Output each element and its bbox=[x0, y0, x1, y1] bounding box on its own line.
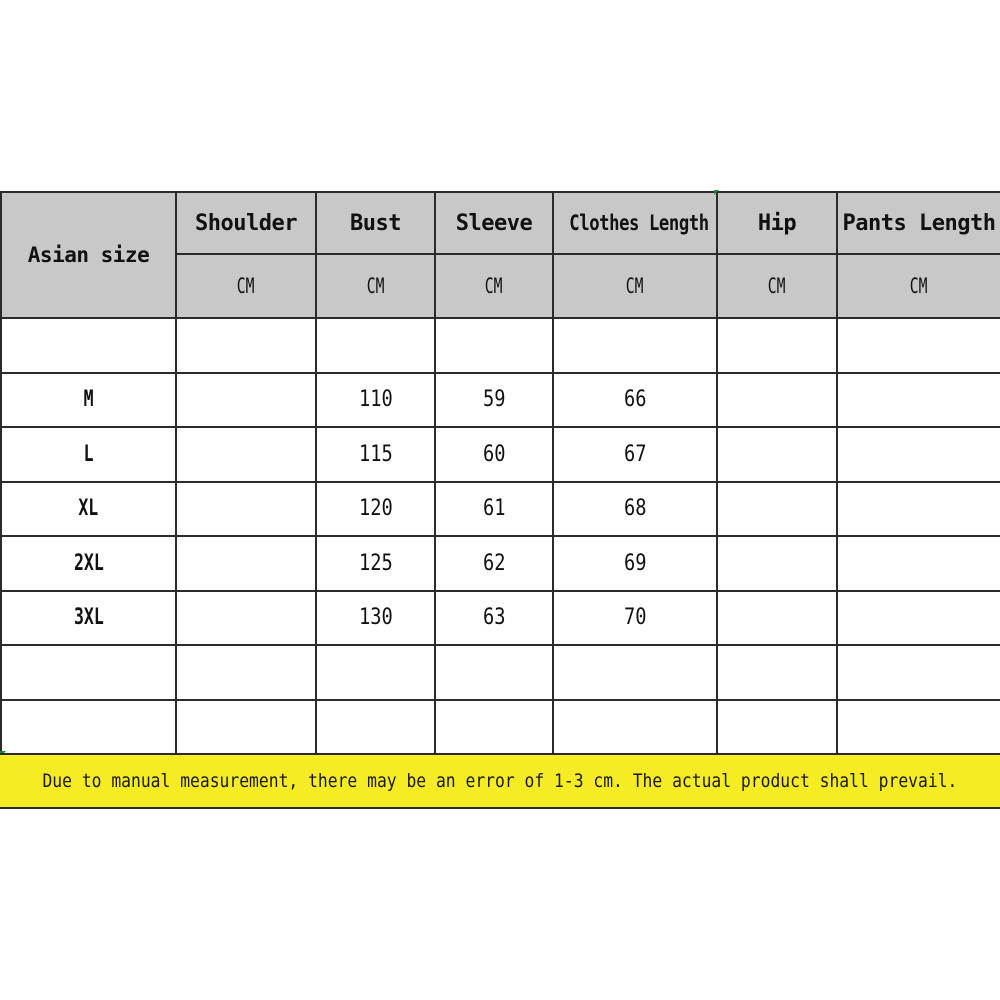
measurement-value: 115 bbox=[358, 441, 393, 467]
size-label-cell bbox=[1, 373, 176, 428]
cell-comment-marker bbox=[714, 190, 719, 195]
measurement-cell bbox=[553, 645, 717, 700]
unit-cell-sleeve: CM bbox=[435, 254, 553, 318]
size-chart-table bbox=[0, 191, 1000, 755]
size-label-cell bbox=[1, 700, 176, 755]
size-label: L bbox=[83, 441, 94, 467]
measurement-cell bbox=[435, 591, 553, 646]
measurement-notice-bar bbox=[0, 753, 1000, 809]
size-label-cell bbox=[1, 482, 176, 537]
measurement-cell bbox=[316, 318, 435, 373]
measurement-cell bbox=[435, 482, 553, 537]
unit-cell-shoulder: CM bbox=[176, 254, 316, 318]
table-row bbox=[1, 645, 1000, 700]
measurement-cell bbox=[717, 482, 837, 537]
size-label: M bbox=[83, 387, 94, 413]
measurement-value: 120 bbox=[358, 496, 393, 522]
measurement-cell bbox=[717, 645, 837, 700]
table-row bbox=[1, 700, 1000, 755]
table-row bbox=[1, 427, 1000, 482]
table-row bbox=[1, 373, 1000, 428]
measurement-value: 69 bbox=[623, 550, 647, 576]
measurement-cell bbox=[837, 536, 1000, 591]
measurement-cell bbox=[176, 536, 316, 591]
measurement-cell bbox=[837, 591, 1000, 646]
measurement-cell bbox=[176, 645, 316, 700]
table-row bbox=[1, 482, 1000, 537]
measurement-cell bbox=[837, 427, 1000, 482]
measurement-cell bbox=[435, 700, 553, 755]
measurement-notice-text: Due to manual measurement, there may be an error of 1-3 cm. The actual product shall prevail. bbox=[42, 770, 958, 792]
column-header-clothes-length: Clothes Length bbox=[553, 192, 717, 254]
table-row bbox=[1, 591, 1000, 646]
measurement-cell bbox=[717, 318, 837, 373]
measurement-value: 125 bbox=[358, 550, 393, 576]
measurement-cell bbox=[837, 482, 1000, 537]
size-label: 2XL bbox=[73, 550, 104, 576]
measurement-cell bbox=[176, 482, 316, 537]
measurement-cell bbox=[316, 373, 435, 428]
size-label-cell bbox=[1, 318, 176, 373]
measurement-cell bbox=[553, 373, 717, 428]
column-header-pants-length: Pants Length bbox=[837, 192, 1000, 254]
measurement-cell bbox=[316, 700, 435, 755]
measurement-cell bbox=[553, 427, 717, 482]
unit-cell-bust: CM bbox=[316, 254, 435, 318]
measurement-cell bbox=[176, 373, 316, 428]
size-label-cell bbox=[1, 536, 176, 591]
measurement-value: 63 bbox=[482, 605, 506, 631]
measurement-cell bbox=[553, 482, 717, 537]
measurement-value: 68 bbox=[623, 496, 647, 522]
measurement-value: 66 bbox=[623, 387, 647, 413]
header-row bbox=[1, 192, 1000, 254]
measurement-value: 110 bbox=[358, 387, 393, 413]
table-row bbox=[1, 536, 1000, 591]
measurement-value: 62 bbox=[482, 550, 506, 576]
measurement-cell bbox=[717, 427, 837, 482]
measurement-cell bbox=[316, 536, 435, 591]
measurement-cell bbox=[316, 591, 435, 646]
measurement-value: 60 bbox=[482, 441, 506, 467]
measurement-cell bbox=[316, 427, 435, 482]
measurement-cell bbox=[435, 645, 553, 700]
measurement-cell bbox=[717, 700, 837, 755]
size-label-cell bbox=[1, 427, 176, 482]
measurement-cell bbox=[553, 318, 717, 373]
measurement-cell bbox=[717, 536, 837, 591]
measurement-cell bbox=[837, 373, 1000, 428]
size-label-cell bbox=[1, 645, 176, 700]
measurement-cell bbox=[435, 318, 553, 373]
measurement-cell bbox=[176, 591, 316, 646]
measurement-cell bbox=[837, 645, 1000, 700]
measurement-cell bbox=[553, 591, 717, 646]
measurement-cell bbox=[837, 318, 1000, 373]
measurement-cell bbox=[553, 700, 717, 755]
column-header-shoulder: Shoulder bbox=[176, 192, 316, 254]
table-row bbox=[1, 318, 1000, 373]
asian-size-header: Asian size bbox=[1, 192, 176, 318]
measurement-value: 59 bbox=[482, 387, 506, 413]
measurement-cell bbox=[435, 373, 553, 428]
measurement-cell bbox=[316, 482, 435, 537]
size-label-cell bbox=[1, 591, 176, 646]
measurement-cell bbox=[717, 591, 837, 646]
measurement-cell bbox=[176, 700, 316, 755]
measurement-value: 70 bbox=[623, 605, 647, 631]
measurement-cell bbox=[717, 373, 837, 428]
column-header-bust: Bust bbox=[316, 192, 435, 254]
column-header-sleeve: Sleeve bbox=[435, 192, 553, 254]
measurement-cell bbox=[553, 536, 717, 591]
measurement-cell bbox=[176, 318, 316, 373]
measurement-cell bbox=[837, 700, 1000, 755]
measurement-cell bbox=[435, 427, 553, 482]
measurement-cell bbox=[316, 645, 435, 700]
measurement-value: 67 bbox=[623, 441, 647, 467]
size-label: XL bbox=[78, 496, 99, 522]
unit-cell-hip: CM bbox=[717, 254, 837, 318]
measurement-value: 61 bbox=[482, 496, 506, 522]
unit-cell-pants-length: CM bbox=[837, 254, 1000, 318]
unit-cell-clothes-length: CM bbox=[553, 254, 717, 318]
measurement-cell bbox=[176, 427, 316, 482]
measurement-value: 130 bbox=[358, 605, 393, 631]
column-header-hip: Hip bbox=[717, 192, 837, 254]
measurement-cell bbox=[435, 536, 553, 591]
size-label: 3XL bbox=[73, 605, 104, 631]
